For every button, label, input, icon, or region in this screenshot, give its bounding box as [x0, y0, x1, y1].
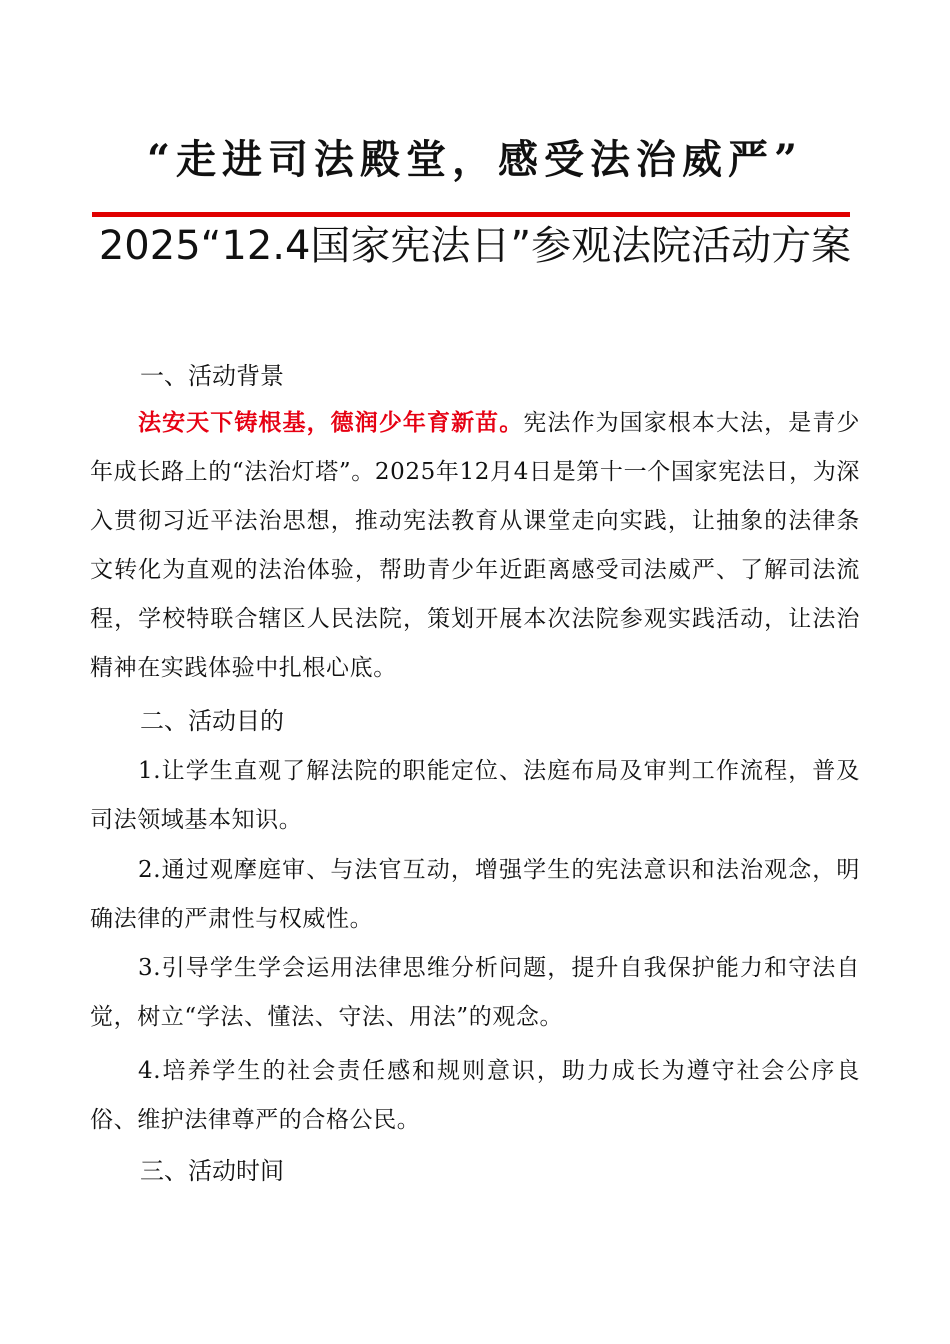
background-body-text: 宪法作为国家根本大法，是青少年成长路上的“法治灯塔”。2025年12月4日是第十一个国家宪法日，为深入贯彻习近平法治思想，推动宪法教育从课堂走向实践，让抽象的法律条文转化为直观的法治体验，帮助青少年近距离感受司法威严、了解司法流程，学校特联合辖区人民法院，策划开展本次法院参观实践活动，让法治精神在实践体验中扎根心底。	[90, 410, 860, 681]
section-heading-background: 一、活动背景	[140, 362, 284, 390]
section-heading-purpose: 二、活动目的	[140, 707, 284, 735]
purpose-item-2: 2.通过观摩庭审、与法官互动，增强学生的宪法意识和法治观念，明确法律的严肃性与权威性。	[90, 857, 860, 932]
purpose-item-4: 4.培养学生的社会责任感和规则意识，助力成长为遵守社会公序良俗、维护法律尊严的合格公民。	[90, 1058, 860, 1133]
section-heading-time: 三、活动时间	[140, 1157, 284, 1185]
purpose-item-3: 3.引导学生学会运用法律思维分析问题，提升自我保护能力和守法自觉，树立“学法、懂法、守法、用法”的观念。	[90, 955, 860, 1030]
background-paragraph	[90, 398, 860, 693]
document-subtitle: “走进司法殿堂，感受法治威严”	[146, 136, 803, 183]
background-lead-slogan: 法安天下铸根基，德润少年育新苗。	[138, 409, 524, 436]
document-title: 2025“12.4国家宪法日”参观法院活动方案	[98, 223, 852, 269]
purpose-item-1: 1.让学生直观了解法院的职能定位、法庭布局及审判工作流程，普及司法领域基本知识。	[90, 758, 860, 833]
